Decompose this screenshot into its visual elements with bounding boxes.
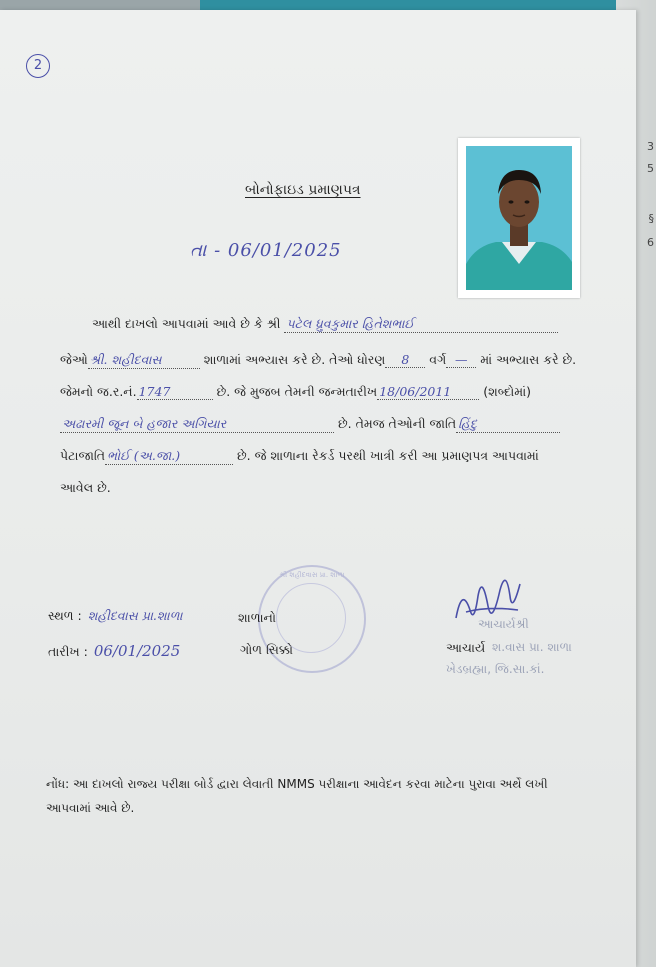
side-number: 3 (647, 140, 654, 153)
text: માં અભ્યાસ કરે છે. (480, 352, 577, 367)
text: છે. જે મુજબ તેમની જન્મતારીખ (216, 384, 378, 399)
body-line-2 (60, 352, 576, 369)
footnote: નોંધ: આ દાખલો રાજ્ય પરીક્ષા બોર્ડ દ્વારા લેવાતી NMMS પરીક્ષાના આવેદન કરવા માટેના પુરાવા અર્થે લખી આપવામાં આવે છે. (46, 777, 548, 815)
text: છે. જે શાળાના રેકર્ડ પરથી ખાત્રી કરી આ પ્રમાણપત્ર આપવામાં (237, 448, 539, 463)
division: — (446, 352, 476, 368)
side-number: § (648, 212, 654, 225)
standard: 8 (385, 352, 425, 368)
principal-stamp-line3: ખેડબ્રહ્મા, જિ.સા.કાં. (446, 662, 545, 676)
seal-label-2: ગોળ સિક્કો (240, 642, 294, 657)
birth-date: 18/06/2011 (377, 384, 479, 400)
text: જેઓ (60, 352, 88, 367)
text: શાળામાં અભ્યાસ કરે છે. તેઓ ધોરણ (203, 352, 386, 367)
principal-stamp-line2: શ.વાસ પ્રા. શાળા (492, 640, 572, 654)
document-title: બોનોફાઇડ પ્રમાણપત્ર (245, 182, 361, 198)
caste: હિંદુ (456, 416, 560, 433)
student-name: પટેલ ધ્રુવકુમાર હિતેશભાઈ (284, 316, 558, 333)
text: પેટાજાતિ (60, 448, 106, 463)
portrait-icon (466, 146, 572, 290)
principal-label: આચાર્ય (446, 640, 486, 655)
body-line-1 (92, 316, 558, 333)
place-label: સ્થળ : (48, 608, 82, 623)
body-line-3 (60, 384, 531, 400)
seal-text: શ્રી શહીદવાસ પ્રા. શાળા (279, 571, 345, 579)
body-line-5 (60, 448, 539, 465)
certificate-page (0, 10, 636, 967)
date-label: તારીખ : (48, 644, 88, 659)
date-value: 06/01/2025 (93, 642, 181, 660)
seal-label-1: શાળાનો (238, 610, 276, 625)
text: જેમનો જ.ર.નં. (60, 384, 137, 399)
text: (શબ્દોમાં) (483, 384, 532, 399)
side-number: 5 (647, 162, 654, 175)
page-number: 2 (26, 54, 50, 78)
place-value: શહીદવાસ પ્રા.શાળા (87, 608, 183, 623)
text: વર્ગ (429, 352, 447, 367)
gr-number: 1747 (137, 384, 213, 400)
side-number: 6 (647, 236, 654, 249)
birth-date-words: અઢારમી જૂન બે હજાર અગિયાર (60, 416, 334, 433)
date-row (48, 642, 182, 660)
issue-date: તા - 06/01/2025 (190, 240, 342, 261)
body-line-4 (60, 416, 560, 433)
text: આથી દાખલો આપવામાં આવે છે કે શ્રી (92, 316, 281, 331)
principal-stamp-line1: આચાર્યશ્રી (478, 617, 529, 631)
text: છે. તેમજ તેઓની જાતિ (337, 416, 457, 431)
subcaste: ભોઈ (અ.જા.) (105, 448, 233, 465)
student-photo (458, 138, 580, 298)
photo-image (466, 146, 572, 290)
place-row (48, 608, 184, 624)
school-name: શ્રી. શહીદવાસ (88, 352, 200, 369)
body-line-6: આવેલ છે. (60, 480, 111, 495)
